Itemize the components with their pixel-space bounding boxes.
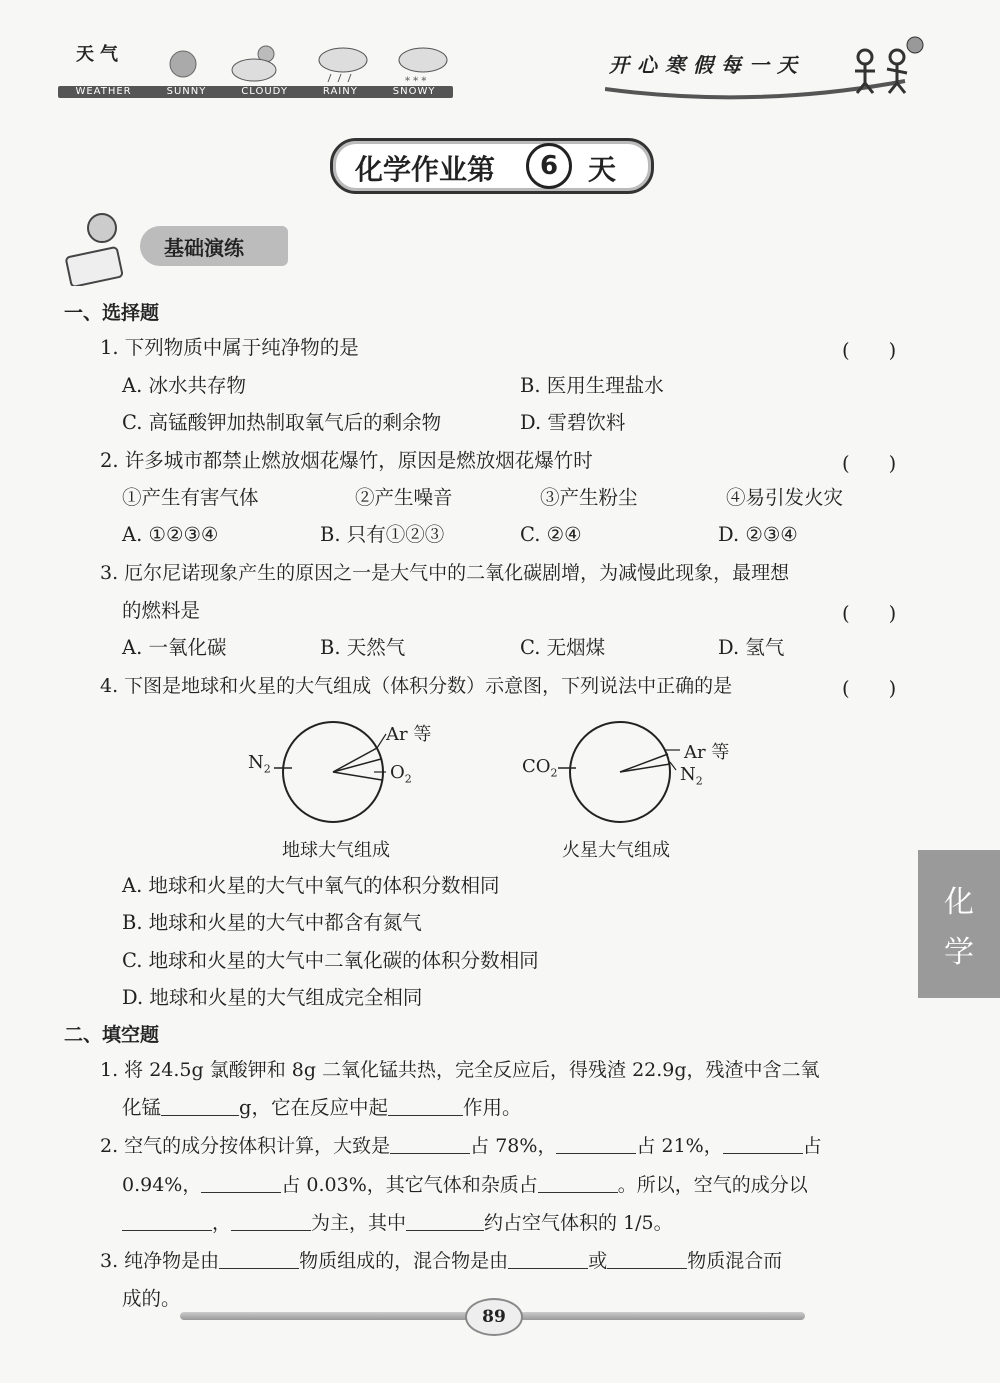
page-title (330, 138, 654, 194)
q2-option-b: B. 只有①②③ (320, 523, 445, 546)
q3-option-b: B. 天然气 (320, 636, 406, 659)
fill-q2-line3: ， 为主，其中 约占空气体积的 1/5。 (122, 1210, 673, 1236)
side-tab (918, 850, 1000, 998)
q2-item-3: ③产生粉尘 (540, 486, 638, 509)
section-tag (140, 226, 288, 266)
q2-option-a: A. ①②③④ (122, 523, 219, 546)
weather-label: 天气 (76, 44, 124, 65)
q3-stem-line1: 3. 厄尔尼诺现象产生的原因之一是大气中的二氧化碳剧增，为减慢此现象，最理想 (100, 562, 790, 584)
blank[interactable] (122, 1210, 212, 1231)
blank[interactable] (231, 1210, 311, 1231)
blank[interactable] (556, 1133, 636, 1154)
fill-q1-line2: 化锰 g，它在反应中起 作用。 (122, 1096, 522, 1119)
blank[interactable] (388, 1095, 463, 1116)
mars-ar-label: Ar 等 (684, 742, 730, 763)
blank[interactable] (201, 1172, 281, 1193)
rainy-icon (313, 42, 373, 86)
q4-answer-paren[interactable]: ( ) (842, 677, 897, 700)
day-number: 6 (526, 143, 572, 189)
blank[interactable] (723, 1133, 803, 1154)
blank[interactable] (538, 1172, 618, 1193)
q4-option-b: B. 地球和火星的大气中都含有氮气 (122, 911, 422, 934)
weather-item: WEATHER (75, 86, 132, 97)
q1-option-d: D. 雪碧饮料 (520, 411, 626, 434)
mars-caption: 火星大气组成 (562, 840, 670, 861)
q4-stem: 4. 下图是地球和火星的大气组成（体积分数）示意图，下列说法中正确的是 (100, 675, 733, 697)
q2-option-c: C. ②④ (520, 523, 582, 546)
sun-icon (163, 42, 203, 82)
q2-item-1: ①产生有害气体 (122, 486, 259, 509)
weather-strip (58, 40, 453, 100)
cloudy-icon (228, 42, 288, 86)
fill-q1-line1: 1. 将 24.5g 氯酸钾和 8g 二氧化锰共热，完全反应后，得残渣 22.9g，残渣中含二氧 (100, 1059, 820, 1081)
slogan-area (605, 35, 925, 105)
blank[interactable] (406, 1210, 484, 1231)
blank[interactable] (219, 1248, 299, 1269)
section-tag-label: 基础演练 (164, 236, 244, 260)
earth-n2-label: $N_2$ (248, 752, 271, 776)
weather-item: SUNNY (166, 86, 207, 97)
q3-option-d: D. 氢气 (718, 636, 785, 659)
q1-option-c: C. 高锰酸钾加热制取氧气后的剩余物 (122, 411, 442, 434)
q1-option-a: A. 冰水共存物 (122, 374, 246, 397)
q3-stem-line2: 的燃料是 (122, 599, 201, 622)
student-icon (62, 206, 142, 286)
snowy-icon (393, 42, 453, 86)
side-tab-char: 化 (944, 885, 974, 920)
fill-q2-line1: 2. 空气的成分按体积计算，大致是 占 78%， 占 21%， 占 (100, 1135, 822, 1157)
q3-option-c: C. 无烟煤 (520, 636, 606, 659)
q1-stem: 1. 下列物质中属于纯净物的是 (100, 336, 359, 359)
page-number: 89 (465, 1298, 523, 1336)
earth-o2-label: $O_2$ (390, 762, 412, 786)
q2-answer-paren[interactable]: ( ) (842, 452, 897, 475)
fill-q3-line2: 成的。 (122, 1287, 181, 1310)
q4-option-d: D. 地球和火星的大气组成完全相同 (122, 986, 423, 1009)
side-tab-char: 学 (944, 935, 974, 970)
blank[interactable] (508, 1248, 588, 1269)
weather-item: CLOUDY (241, 86, 288, 97)
mars-n2-label: $N_2$ (680, 764, 703, 788)
mars-co2-label: $CO_2$ (522, 756, 558, 780)
slogan: 开心寒假每一天 (609, 53, 805, 77)
q3-option-a: A. 一氧化碳 (122, 636, 227, 659)
kids-icon (845, 35, 925, 95)
section2-heading: 二、填空题 (64, 1024, 160, 1046)
q4-option-a: A. 地球和火星的大气中氧气的体积分数相同 (122, 874, 500, 897)
blank[interactable] (607, 1248, 687, 1269)
q1-answer-paren[interactable]: ( ) (842, 339, 897, 362)
q2-item-2: ②产生噪音 (355, 486, 453, 509)
title-prefix: 化学作业第 (355, 153, 496, 186)
fill-q2-line2: 0.94%， 占 0.03%，其它气体和杂质占 。所以，空气的成分以 (122, 1174, 808, 1196)
atmosphere-diagram (240, 712, 780, 862)
title-suffix: 天 (588, 153, 617, 186)
earth-ar-label: Ar 等 (386, 724, 432, 745)
q2-option-d: D. ②③④ (718, 523, 798, 546)
weather-item: RAINY (322, 86, 358, 97)
fill-q3-line1: 3. 纯净物是由 物质组成的，混合物是由 或 物质混合而 (100, 1250, 783, 1272)
weather-item: SNOWY (392, 86, 436, 97)
blank[interactable] (161, 1095, 239, 1116)
q2-stem: 2. 许多城市都禁止燃放烟花爆竹，原因是燃放烟花爆竹时 (100, 449, 593, 472)
q2-item-4: ④易引发火灾 (726, 486, 844, 509)
blank[interactable] (390, 1133, 470, 1154)
q4-option-c: C. 地球和火星的大气中二氧化碳的体积分数相同 (122, 949, 539, 972)
q3-answer-paren[interactable]: ( ) (842, 602, 897, 625)
section1-heading: 一、选择题 (64, 302, 160, 324)
weather-bar (58, 86, 453, 98)
svg-text:* * *: * * * (405, 76, 427, 86)
earth-caption: 地球大气组成 (282, 840, 390, 861)
q1-option-b: B. 医用生理盐水 (520, 374, 664, 397)
